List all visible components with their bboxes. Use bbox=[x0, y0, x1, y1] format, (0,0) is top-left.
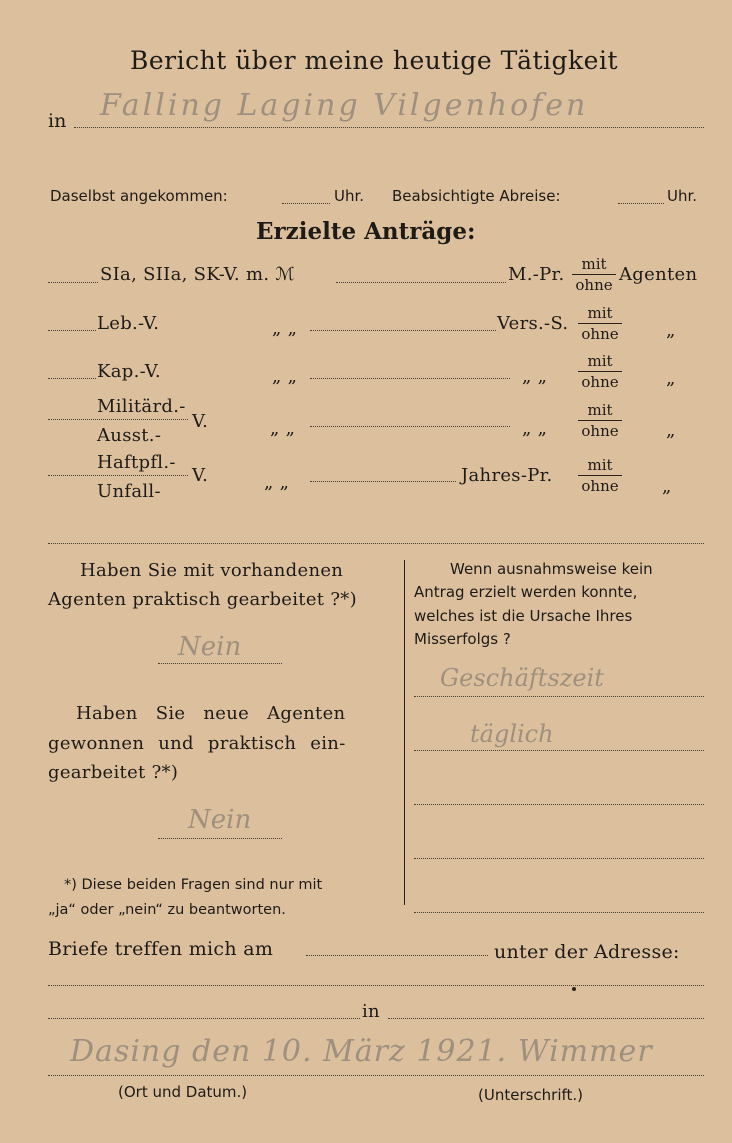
handwritten-location: Falling Laging Vilgenhofen bbox=[100, 88, 589, 123]
mit-label: mit bbox=[581, 255, 607, 273]
row5-left-line[interactable] bbox=[48, 475, 188, 476]
row3-ditto-mid: „ „ bbox=[522, 366, 548, 387]
uhr-label-2: Uhr. bbox=[667, 187, 698, 205]
row1-mpr-label: M.-Pr. bbox=[508, 264, 565, 285]
address-label: unter der Adresse: bbox=[494, 941, 680, 963]
row1-frac bbox=[569, 255, 619, 294]
location-line[interactable] bbox=[74, 127, 704, 128]
row5-label-a: Haftpfl.- bbox=[97, 452, 176, 473]
row4-v: V. bbox=[192, 411, 209, 432]
row4-ditto: „ „ bbox=[270, 418, 296, 439]
row5-v: V. bbox=[192, 465, 209, 486]
address-line-2b[interactable] bbox=[388, 1018, 704, 1019]
arrived-label: Daselbst angekommen: bbox=[50, 187, 228, 205]
letters-label: Briefe treffen mich am bbox=[48, 938, 274, 960]
footnote-line2: „ja“ oder „nein“ zu beantworten. bbox=[48, 902, 286, 918]
form-title: Bericht über meine heutige Tätigkeit bbox=[130, 46, 619, 75]
row4-label-b: Ausst.- bbox=[97, 425, 162, 446]
ohne-label: ohne bbox=[575, 276, 613, 294]
mit-label: mit bbox=[587, 401, 613, 419]
letters-date-line[interactable] bbox=[306, 955, 488, 956]
mit-label: mit bbox=[587, 304, 613, 322]
ohne-label: ohne bbox=[581, 422, 619, 440]
mit-label: mit bbox=[587, 352, 613, 370]
reason-line-3[interactable] bbox=[414, 804, 704, 805]
row1-mid-line[interactable] bbox=[336, 282, 506, 283]
row4-mid-line[interactable] bbox=[310, 426, 510, 427]
row4-ditto-mid: „ „ bbox=[522, 418, 548, 439]
reason-line-1[interactable] bbox=[414, 696, 704, 697]
row3-mid-line[interactable] bbox=[310, 378, 510, 379]
row5-mid-line[interactable] bbox=[310, 481, 456, 482]
mit-label: mit bbox=[587, 456, 613, 474]
row2-label: Leb.-V. bbox=[97, 313, 160, 334]
row2-verss-label: Vers.-S. bbox=[497, 313, 569, 334]
handwritten-reason-line2: täglich bbox=[470, 720, 554, 748]
q2-answer-line[interactable] bbox=[158, 838, 282, 839]
section-heading: Erzielte Anträge: bbox=[256, 218, 476, 245]
agenten-label: Agenten bbox=[619, 264, 698, 285]
ohne-label: ohne bbox=[581, 477, 619, 495]
right-q-line3: welches ist die Ursache Ihres bbox=[414, 607, 633, 625]
row4-frac bbox=[575, 401, 625, 440]
row4-ditto-right: „ bbox=[666, 420, 676, 441]
departure-label: Beabsichtigte Abreise: bbox=[392, 187, 561, 205]
address-line-1[interactable] bbox=[48, 985, 704, 986]
row2-ditto-right: „ bbox=[666, 320, 676, 341]
address-in-label: in bbox=[362, 1001, 380, 1022]
place-date-line[interactable] bbox=[48, 1075, 704, 1076]
place-date-caption: (Ort und Datum.) bbox=[118, 1083, 248, 1101]
arrived-line[interactable] bbox=[282, 203, 330, 204]
q1-line1: Haben Sie mit vorhandenen bbox=[80, 560, 344, 581]
ohne-label: ohne bbox=[581, 373, 619, 391]
handwritten-answer1: Nein bbox=[178, 632, 242, 662]
reason-line-4[interactable] bbox=[414, 858, 704, 859]
q2-line1: Haben Sie neue Agenten bbox=[76, 703, 346, 724]
q2-line2: gewonnen und praktisch ein- bbox=[48, 733, 346, 754]
q1-answer-line[interactable] bbox=[158, 663, 282, 664]
row3-ditto-right: „ bbox=[666, 368, 676, 389]
signature-caption: (Unterschrift.) bbox=[478, 1086, 584, 1104]
row3-frac bbox=[575, 352, 625, 391]
row2-frac bbox=[575, 304, 625, 343]
section-separator bbox=[48, 543, 704, 544]
reason-line-5[interactable] bbox=[414, 912, 704, 913]
ink-spot bbox=[572, 987, 576, 991]
row1-label: SIa, SIIa, SK-V. m. ℳ bbox=[100, 264, 295, 285]
location-label: in bbox=[48, 110, 67, 132]
address-line-2a[interactable] bbox=[48, 1018, 360, 1019]
row5-frac bbox=[575, 456, 625, 495]
row5-label-b: Unfall- bbox=[97, 481, 161, 502]
right-q-line1: Wenn ausnahmsweise kein bbox=[450, 560, 653, 578]
row2-left-line[interactable] bbox=[48, 330, 96, 331]
ohne-label: ohne bbox=[581, 325, 619, 343]
column-divider bbox=[404, 560, 405, 905]
handwritten-reason-line1: Geschäftszeit bbox=[440, 664, 604, 692]
row3-label: Kap.-V. bbox=[97, 361, 161, 382]
row5-ditto: „ „ bbox=[264, 472, 290, 493]
row2-ditto: „ „ bbox=[272, 318, 298, 339]
q2-line3: gearbeitet ?*) bbox=[48, 762, 179, 783]
q1-line2: Agenten praktisch gearbeitet ?*) bbox=[48, 589, 357, 610]
footnote-line1: *) Diese beiden Fragen sind nur mit bbox=[64, 877, 323, 893]
row3-ditto: „ „ bbox=[272, 366, 298, 387]
handwritten-place-date: Dasing den 10. März 1921. Wimmer bbox=[70, 1034, 653, 1069]
right-q-line4: Misserfolgs ? bbox=[414, 630, 511, 648]
reason-line-2[interactable] bbox=[414, 750, 704, 751]
row4-label-a: Militärd.- bbox=[97, 396, 186, 417]
row4-left-line[interactable] bbox=[48, 419, 188, 420]
row1-left-line[interactable] bbox=[48, 282, 98, 283]
uhr-label-1: Uhr. bbox=[334, 187, 365, 205]
handwritten-answer2: Nein bbox=[188, 805, 252, 835]
row3-left-line[interactable] bbox=[48, 378, 96, 379]
row5-ditto-right: „ bbox=[662, 476, 672, 497]
row2-mid-line[interactable] bbox=[310, 330, 496, 331]
right-q-line2: Antrag erzielt werden konnte, bbox=[414, 583, 638, 601]
row5-jahrespr-label: Jahres-Pr. bbox=[461, 465, 553, 486]
departure-line[interactable] bbox=[618, 203, 664, 204]
